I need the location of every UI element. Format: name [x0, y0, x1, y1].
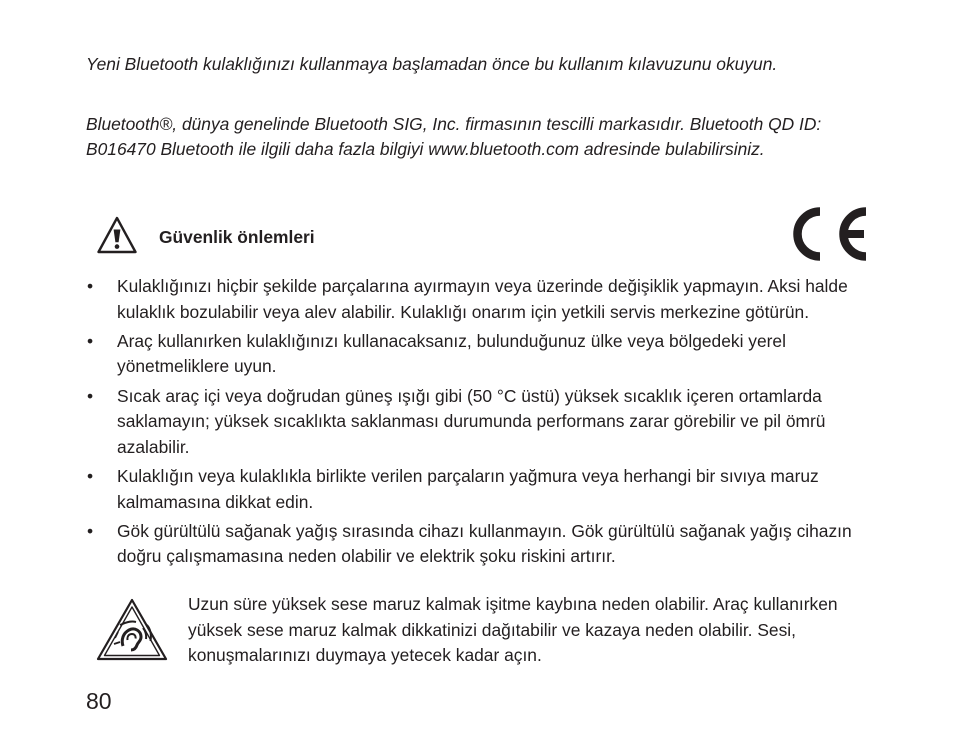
list-item-text: Sıcak araç içi veya doğrudan güneş ışığı gibi (50 °C üstü) yüksek sıcaklık içeren ortamlarda saklamayın; yüksek sıcaklıkta saklanması durumunda performans zarar görebilir ve pil ömrü azalabilir. [117, 385, 826, 457]
ce-mark-icon [786, 204, 872, 264]
list-item [86, 519, 876, 570]
hearing-warning-text: Uzun süre yüksek sese maruz kalmak işitme kaybına neden olabilir. Araç kullanırken yüksek sese maruz kalmak dikkatinizi dağıtabilir ve kazaya neden olabilir. Sesi, konuşmalarınızı duymaya yetecek kadar açın. [188, 594, 838, 666]
warning-triangle-icon [96, 215, 138, 257]
list-item [86, 274, 876, 325]
list-item-text: Kulaklığınızı hiçbir şekilde parçalarına ayırmayın veya üzerinde değişiklik yapmayın. Aksi halde kulaklık bozulabilir veya alev alabilir. Kulaklığı onarım için yetkili servis merkezine götürün. [117, 276, 848, 322]
intro-read-manual: Yeni Bluetooth kulaklığınızı kullanmaya başlamadan önce bu kullanım kılavuzunu okuyun. [86, 54, 778, 74]
list-item-text: Gök gürültülü sağanak yağış sırasında cihazı kullanmayın. Gök gürültülü sağanak yağış cihazın doğru çalışmamasına neden olabilir ve elektrik şoku riskini artırır. [117, 520, 852, 567]
safety-list [86, 274, 876, 574]
bullet-glyph: • [87, 330, 94, 351]
bullet-glyph: • [87, 276, 94, 296]
list-item [86, 384, 876, 461]
bullet-glyph: • [87, 520, 94, 541]
intro-bluetooth-trademark: Bluetooth®, dünya genelinde Bluetooth SIG, Inc. firmasının tescilli markasıdır. Bluetooth QD ID: B016470 Bluetooth ile ilgili daha fazla bilgiyi www.bluetooth.com adresinde bulabilirsiniz. [86, 114, 822, 159]
bullet-glyph: • [87, 385, 94, 406]
list-item [86, 464, 876, 515]
page-number: 80 [86, 688, 112, 714]
list-item-text: Kulaklığın veya kulaklıkla birlikte verilen parçaların yağmura veya herhangi bir sıvıya maruz kalmamasına dikkat edin. [117, 465, 819, 512]
safety-section-title: Güvenlik önlemleri [159, 227, 315, 247]
bullet-glyph: • [87, 465, 94, 486]
list-item [86, 329, 876, 380]
list-item-text: Araç kullanırken kulaklığınızı kullanacaksanız, bulunduğunuz ülke veya bölgedeki yerel yönetmeliklere uyun. [117, 330, 786, 377]
hearing-warning-icon [96, 598, 168, 662]
